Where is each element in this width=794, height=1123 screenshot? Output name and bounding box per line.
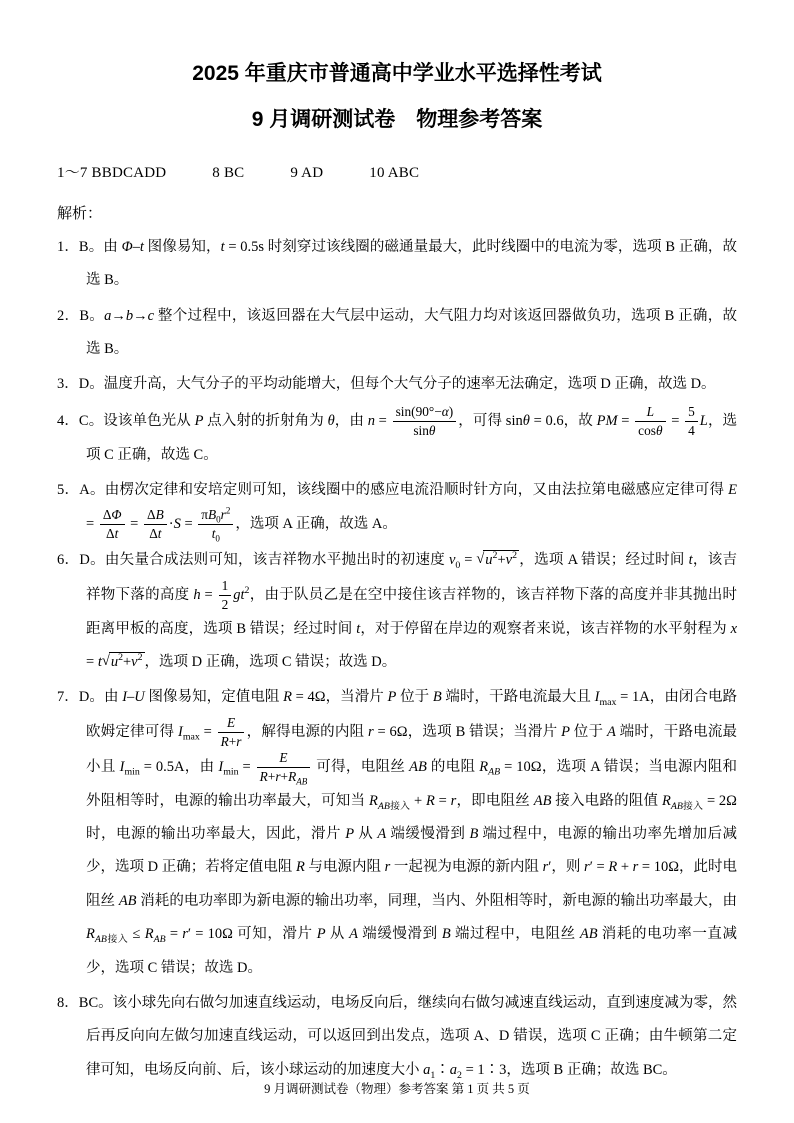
solution-item-2: 2．B。a→b→c 整个过程中，该返回器在大气层中运动，大气阻力均对该返回器做负功，选项 B 正确，故选 B。 <box>57 307 738 358</box>
solution-number: 4．C。 <box>57 412 104 429</box>
solution-number: 5．A。 <box>57 482 105 499</box>
solution-item-4: 4．C。设该单色光从 P 点入射的折射角为 θ，由 n = $\frac{\sin(90^\circ-\alpha)}{\sin\theta}$ ，可得 sinθ = 0.6，故 PM = $\frac{L}{\cos\theta}$ = $\frac{5}{4}$ L，选项 C 正确，故选 C。 <box>57 403 738 463</box>
solution-item-7: 7．D。由 I–U 图像易知，定值电阻 R = 4Ω，当滑片 P 位于 B 端时，干路电流最大且 $I_{max} = 1A$，由闭合电路欧姆定律可得 $I_{max}$ = $\frac{E}{R+r}$ ，解得电源的内阻 r = 6Ω，选项 B 错误；当滑片 P 位于 A 端时，干路电流最小且 $I_{min} = 0.5A$，由 $I_{min}$ = $\frac{E}{R+r+R_{AB}}$ 可得，电阻丝 AB 的电阻 $R_{AB} = 10\Omega$，选项 A 错误；当电源内阻和外阻相等时，电源的输出功率最大，可知当 $R_{AB接入} + R = r$，即电阻丝 AB 接入电路的阻值 $R_{AB接入} = 2\Omega$ 时，电源的输出功率最大，因此，滑片 P 从 A 端缓慢滑到 B 端过程中，电源的输出功率先增加后减少，选项 D 正确；若将定值电阻 R 与电源内阻 r 一起视为电源的新内阻 r′，则 r′ = R + r = 10Ω，此时电阻丝 AB 消耗的电功率即为新电源的输出功率，同理，当内、外阻相等时，新电源的输出功率最大，由 $R_{AB接入} \le R_{AB} = r' = 10\Omega$ 可知，滑片 P 从 A 端缓慢滑到 B 端过程中，电阻丝 AB 消耗的电功率一直减少，选项 C 错误；故选 D。 <box>57 689 738 976</box>
exam-subtitle: 9 月调研测试卷 物理参考答案 <box>251 107 543 131</box>
solution-number: 6．D。 <box>57 552 105 569</box>
solution-number: 3．D。 <box>57 376 104 393</box>
analysis-label: 解析： <box>57 206 103 222</box>
solution-item-1: 1．B。由 Φ–t 图像易知，t = 0.5s 时刻穿过该线圈的磁通量最大，此时线圈中的电流为零，选项 B 正确，故选 B。 <box>57 239 738 289</box>
solution-item-5: 5．A。由楞次定律和安培定则可知，该线圈中的感应电流沿顺时针方向，又由法拉第电磁感应定律可得 E = $\frac{\Delta\Phi}{\Delta t}$ = $\frac{\Delta B}{\Delta t}$ ·S = $\frac{\pi B_0r^2}{t_0}$ ，选项 A 正确，故选 A。 <box>57 482 737 545</box>
solution-item-6: 6．D。由矢量合成法则可知，该吉祥物水平抛出时的初速度 $v_0 = √u^2+v^2$ ，选项 A 错误；经过时间 t，该吉祥物下落的高度 h = $\frac{1}{2}$ $gt^2$，由于队员乙是在空中接住该吉祥物的，该吉祥物下落的高度并非其抛出时距离甲板的高度，选项 B 错误；经过时间 t，对于停留在岸边的观察者来说，该吉祥物的水平射程为 $x = t√u^2+v^2$ ，选项 D 正确，选项 C 错误；故选 D。 <box>57 550 738 671</box>
answer-segment: 9 AD <box>290 165 324 181</box>
solution-number: 7．D。 <box>57 689 104 706</box>
solution-item-3: 3．D。温度升高，大气分子的平均动能增大，但每个大气分子的速率无法确定，选项 D 正确，故选 D。 <box>57 376 716 393</box>
answer-segment: 1～7 BBDCADD <box>57 165 167 181</box>
page-footer: 9 月调研测试卷（物理）参考答案 第 1 页 共 5 页 <box>264 1082 530 1096</box>
solution-item-8: 8．BC。该小球先向右做匀加速直线运动，电场反向后，继续向右做匀减速直线运动，直到速度减为零，然后再反向向左做匀加速直线运动，可以返回到出发点，选项 A、D 错误，选项 C 正确；由牛顿第二定律可知，电场反向前、后，该小球运动的加速度大小 $a_1∶a_2$ = 1∶3，选项 B 正确；故选 BC。 <box>57 994 737 1081</box>
answer-segment: 8 BC <box>212 165 245 181</box>
solution-number: 8．BC。 <box>57 994 113 1011</box>
solutions-list <box>57 231 737 1087</box>
solution-number: 2．B。 <box>57 307 105 324</box>
answers-summary <box>57 161 737 182</box>
exam-title: 2025 年重庆市普通高中学业水平选择性考试 <box>192 62 602 85</box>
answer-segment: 10 ABC <box>369 165 420 181</box>
solution-number: 1．B。 <box>57 239 104 255</box>
